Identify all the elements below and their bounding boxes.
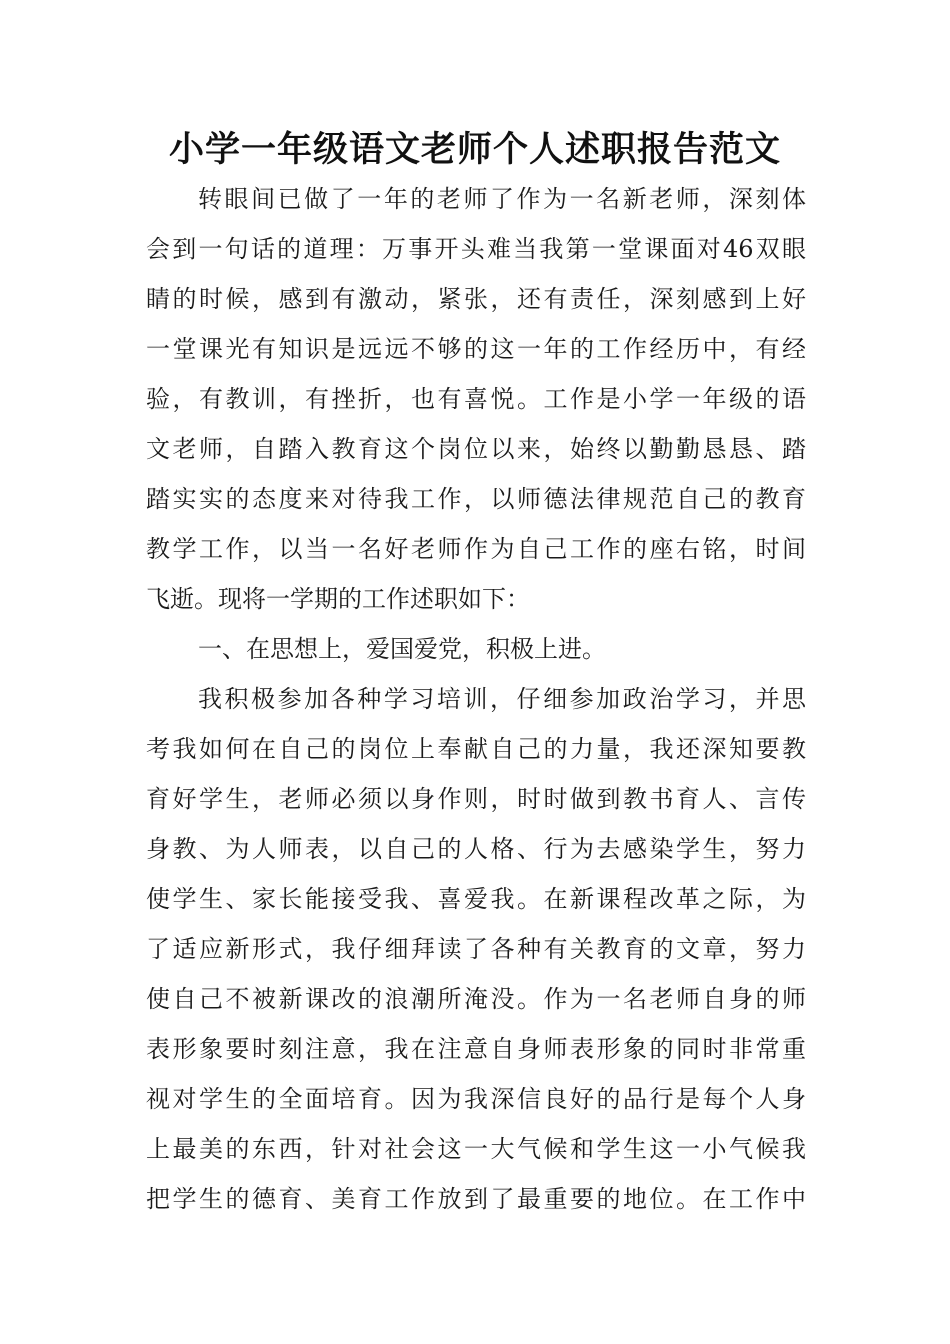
paragraph-line: 一堂课光有知识是远远不够的这一年的工作经历中，有经 <box>146 335 806 363</box>
paragraph-line: 教学工作，以当一名好老师作为自己工作的座右铭，时间 <box>146 535 806 563</box>
document-title: 小学一年级语文老师个人述职报告范文 <box>168 130 781 170</box>
paragraph-line: 会到一句话的道理：万事开头难当我第一堂课面对46双眼 <box>146 235 806 263</box>
paragraph-line: 上最美的东西，针对社会这一大气候和学生这一小气候我 <box>146 1135 806 1163</box>
paragraph-line: 了适应新形式，我仔细拜读了各种有关教育的文章，努力 <box>146 935 806 963</box>
paragraph-line: 飞逝。现将一学期的工作述职如下： <box>146 585 530 613</box>
paragraph-line: 育好学生，老师必须以身作则，时时做到教书育人、言传 <box>146 785 806 813</box>
paragraph-line: 睛的时候，感到有激动，紧张，还有责任，深刻感到上好 <box>146 285 806 313</box>
paragraph-line: 把学生的德育、美育工作放到了最重要的地位。在工作中 <box>146 1185 806 1213</box>
paragraph-line: 表形象要时刻注意，我在注意自身师表形象的同时非常重 <box>146 1035 806 1063</box>
paragraph-line: 视对学生的全面培育。因为我深信良好的品行是每个人身 <box>146 1085 806 1113</box>
paragraph-line: 验，有教训，有挫折，也有喜悦。工作是小学一年级的语 <box>146 385 806 413</box>
paragraph-line: 身教、为人师表，以自己的人格、行为去感染学生，努力 <box>146 835 806 863</box>
paragraph-line: 文老师，自踏入教育这个岗位以来，始终以勤勤恳恳、踏 <box>146 435 806 463</box>
paragraph-line: 转眼间已做了一年的老师了作为一名新老师，深刻体 <box>198 185 806 213</box>
paragraph-line: 考我如何在自己的岗位上奉献自己的力量，我还深知要教 <box>146 735 806 763</box>
paragraph-line: 我积极参加各种学习培训，仔细参加政治学习，并思 <box>198 685 806 713</box>
paragraph-line: 踏实实的态度来对待我工作，以师德法律规范自己的教育 <box>146 485 806 513</box>
paragraph-line: 使自己不被新课改的浪潮所淹没。作为一名老师自身的师 <box>146 985 806 1013</box>
paragraph-line: 使学生、家长能接受我、喜爱我。在新课程改革之际，为 <box>146 885 806 913</box>
section-heading: 一、在思想上，爱国爱党，积极上进。 <box>198 635 606 663</box>
